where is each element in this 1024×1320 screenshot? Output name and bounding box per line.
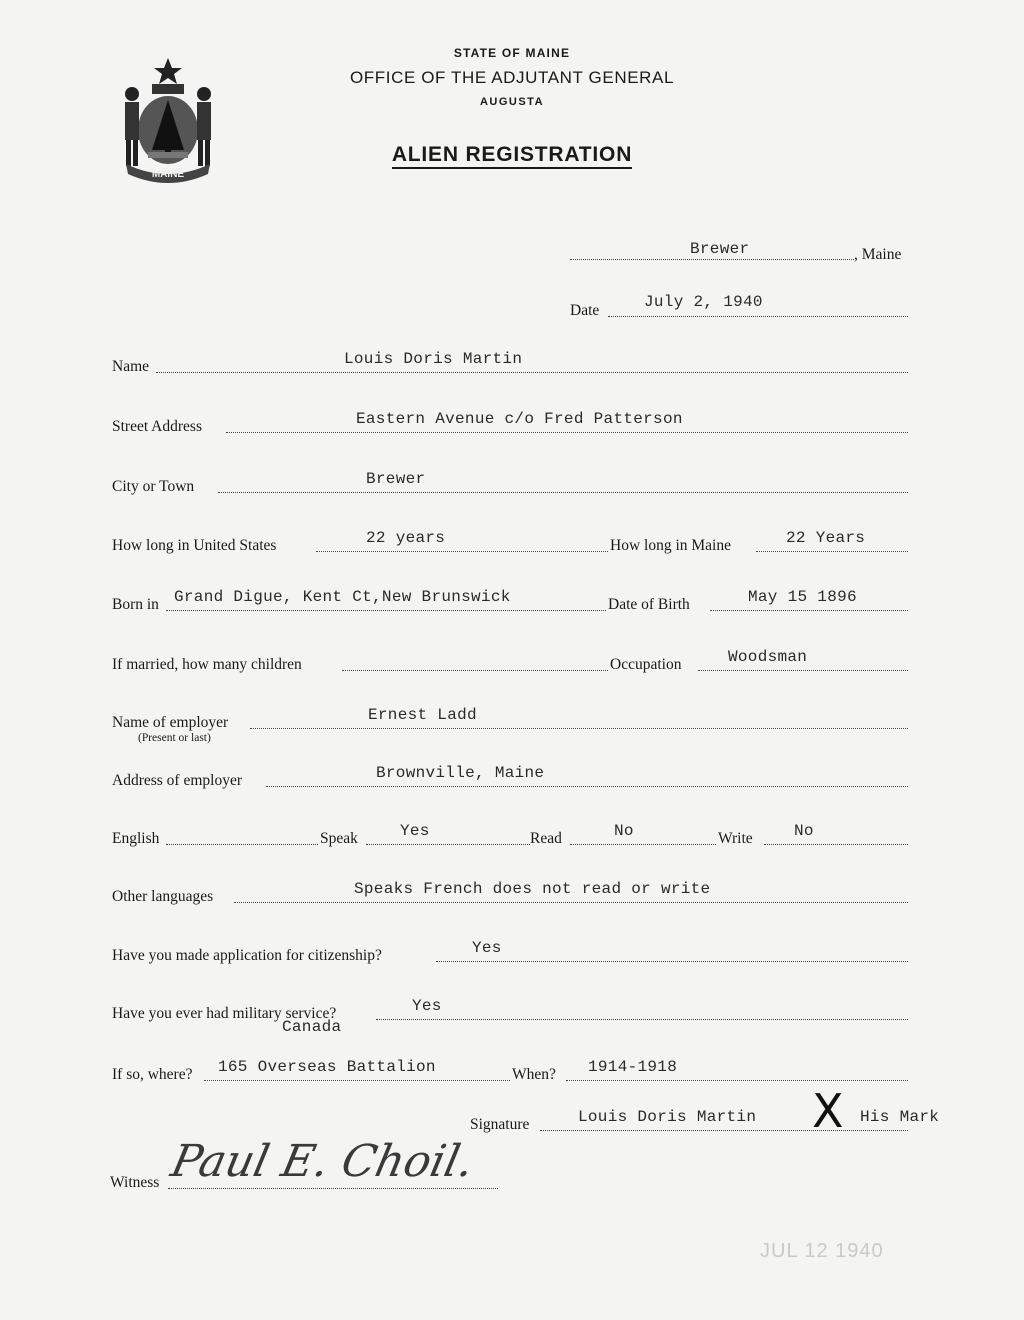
where-value: 165 Overseas Battalion — [218, 1058, 436, 1076]
children-label: If married, how many children — [112, 656, 302, 673]
signature-label: Signature — [470, 1116, 530, 1133]
employer-note: (Present or last) — [138, 732, 211, 744]
city-value: Brewer — [366, 470, 426, 488]
his-mark-label: His Mark — [860, 1108, 940, 1126]
form-title: ALIEN REGISTRATION — [0, 143, 1024, 167]
town-value: Brewer — [690, 240, 750, 258]
other-languages-value: Speaks French does not read or write — [354, 880, 711, 898]
military-country: Canada — [282, 1018, 342, 1036]
when-label: When? — [512, 1066, 556, 1083]
write-label: Write — [718, 830, 753, 847]
employer-value: Ernest Ladd — [368, 706, 477, 724]
where-label: If so, where? — [112, 1066, 193, 1083]
other-languages-label: Other languages — [112, 888, 214, 905]
occupation-label: Occupation — [610, 656, 682, 673]
employer-address-value: Brownville, Maine — [376, 764, 545, 782]
citizenship-label: Have you made application for citizenship? — [112, 947, 382, 964]
military-label: Have you ever had military service? — [112, 1005, 337, 1022]
citizenship-value: Yes — [472, 939, 502, 957]
header-office: OFFICE OF THE ADJUTANT GENERAL — [349, 68, 675, 87]
signature-mark: X — [812, 1084, 844, 1138]
date-value: July 2, 1940 — [644, 293, 763, 311]
dob-value: May 15 1896 — [748, 588, 857, 606]
street-label: Street Address — [112, 418, 202, 435]
born-value: Grand Digue, Kent Ct,New Brunswick — [174, 588, 511, 606]
dob-label: Date of Birth — [608, 596, 690, 613]
us-years-label: How long in United States — [112, 537, 277, 554]
street-value: Eastern Avenue c/o Fred Patterson — [356, 410, 683, 428]
name-label: Name — [112, 358, 150, 375]
english-label: English — [112, 830, 160, 847]
us-years-value: 22 years — [366, 529, 446, 547]
city-label: City or Town — [112, 478, 195, 495]
header-city: AUGUSTA — [479, 96, 545, 108]
employer-label: Name of employer — [112, 714, 229, 731]
when-value: 1914-1918 — [588, 1058, 678, 1076]
speak-label: Speak — [320, 830, 358, 847]
military-value: Yes — [412, 997, 442, 1015]
received-stamp: JUL 12 1940 — [760, 1240, 884, 1262]
maine-years-label: How long in Maine — [610, 537, 731, 554]
witness-signature: Paul E. Choil. — [166, 1136, 479, 1187]
employer-address-label: Address of employer — [112, 772, 242, 789]
date-label: Date — [570, 302, 600, 319]
header-state: STATE OF MAINE — [453, 46, 571, 60]
write-value: No — [794, 822, 814, 840]
name-value: Louis Doris Martin — [344, 350, 523, 368]
born-label: Born in — [112, 596, 159, 613]
maine-years-value: 22 Years — [786, 529, 866, 547]
occupation-value: Woodsman — [728, 648, 808, 666]
witness-label: Witness — [110, 1174, 160, 1191]
read-label: Read — [530, 830, 562, 847]
state-suffix: , Maine — [854, 246, 902, 263]
speak-value: Yes — [400, 822, 430, 840]
seal-text: MAINE — [151, 169, 185, 180]
read-value: No — [614, 822, 634, 840]
signature-value: Louis Doris Martin — [578, 1108, 757, 1126]
